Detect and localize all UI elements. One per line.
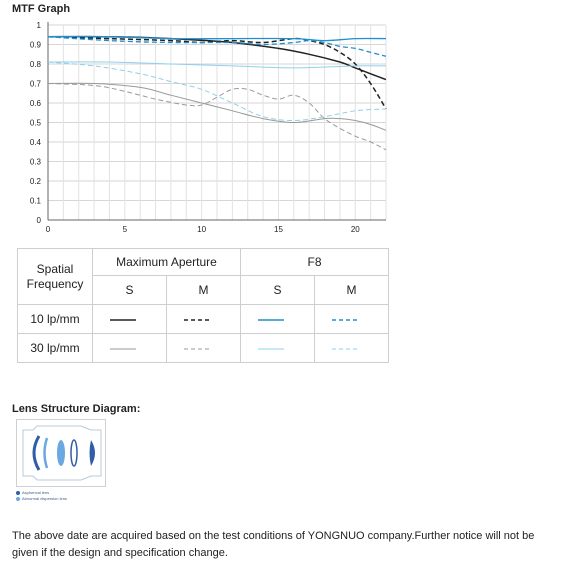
legend-swatch-10-f8-s bbox=[241, 305, 315, 334]
y-tick-label: 0.6 bbox=[29, 99, 41, 108]
y-tick-label: 0.7 bbox=[29, 79, 41, 89]
spatial-label: Spatial bbox=[36, 261, 74, 276]
y-tick-label: 1 bbox=[36, 21, 41, 30]
f8-s-header: S bbox=[241, 276, 315, 305]
row-30lpmm-label: 30 lp/mm bbox=[18, 334, 93, 363]
y-tick-label: 0.4 bbox=[29, 138, 41, 147]
legend-table bbox=[17, 248, 389, 363]
x-tick-label: 15 bbox=[274, 225, 283, 234]
lens-legend-abnormal bbox=[16, 496, 67, 502]
y-tick-label: 0.1 bbox=[29, 196, 41, 206]
y-tick-label: 0.3 bbox=[29, 157, 41, 167]
x-tick-label: 0 bbox=[45, 225, 51, 234]
spatial-frequency-label bbox=[18, 262, 92, 292]
legend-swatch-30-f8-s bbox=[241, 334, 315, 363]
lens-diagram-drawing bbox=[17, 420, 105, 486]
y-tick-label: 0 bbox=[36, 216, 41, 225]
aspherical-dot-icon bbox=[16, 491, 20, 495]
chart-axes bbox=[30, 21, 386, 234]
y-tick-label: 0.5 bbox=[29, 118, 41, 128]
legend-swatch-10-f8-m bbox=[315, 305, 389, 334]
mtf-chart bbox=[0, 0, 571, 245]
chart-grid bbox=[48, 25, 386, 220]
max-s-header: S bbox=[93, 276, 167, 305]
chart-title: MTF Graph bbox=[12, 3, 71, 15]
max-m-header: M bbox=[167, 276, 241, 305]
disclaimer-note: The above date are acquired based on the test conditions of YONGNUO company.Further notice will not be given if the design and specification change. bbox=[12, 530, 535, 559]
legend-swatch-30-max-m bbox=[167, 334, 241, 363]
frequency-label: Frequency bbox=[26, 276, 84, 291]
legend-swatch-30-f8-m bbox=[315, 334, 389, 363]
lens-structure-title: Lens Structure Diagram: bbox=[12, 403, 141, 415]
f8-m-header: M bbox=[315, 276, 389, 305]
legend-swatch-10-max-m bbox=[167, 305, 241, 334]
abnormal-label: Abnormal dispersion lens bbox=[22, 496, 67, 501]
row-header-cell bbox=[18, 249, 93, 305]
y-tick-label: 0.2 bbox=[29, 177, 41, 186]
abnormal-dot-icon bbox=[16, 497, 20, 501]
y-tick-label: 0.9 bbox=[29, 40, 41, 50]
aspherical-label: Aspherical lens bbox=[22, 490, 50, 495]
y-tick-label: 0.8 bbox=[29, 60, 41, 69]
row-10lpmm-label: 10 lp/mm bbox=[18, 305, 93, 334]
legend-swatch-10-max-s bbox=[93, 305, 167, 334]
lens-legend bbox=[16, 490, 67, 502]
lens-diagram bbox=[16, 419, 106, 487]
legend-swatch-30-max-s bbox=[93, 334, 167, 363]
max-aperture-header: Maximum Aperture bbox=[93, 249, 241, 276]
x-tick-label: 10 bbox=[197, 225, 207, 234]
f8-header: F8 bbox=[241, 249, 389, 276]
x-tick-label: 5 bbox=[122, 225, 128, 234]
x-tick-label: 20 bbox=[350, 225, 360, 234]
